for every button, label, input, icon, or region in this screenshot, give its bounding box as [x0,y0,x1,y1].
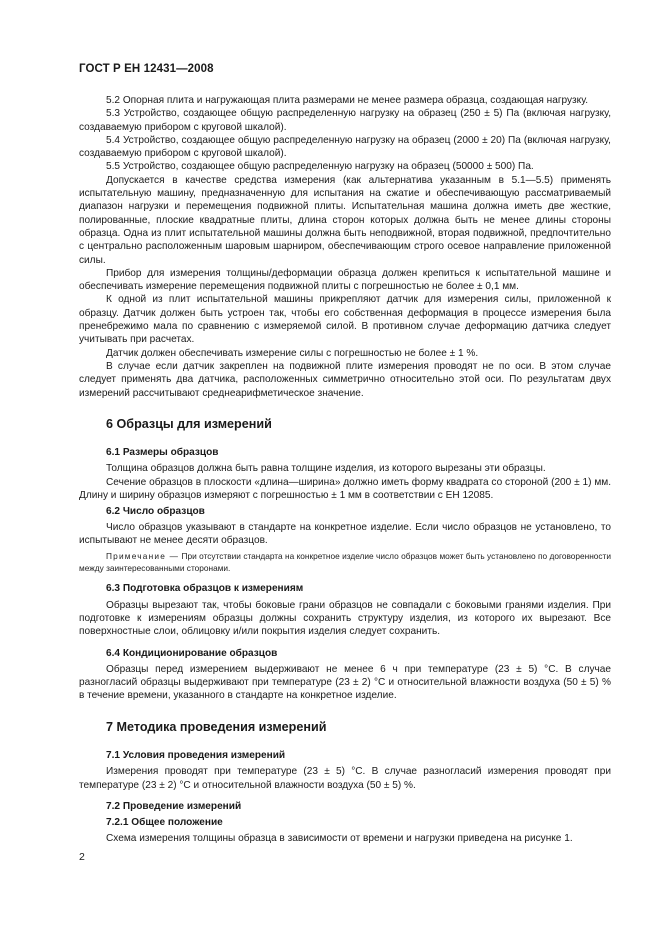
paragraph-thickness-gauge: Прибор для измерения толщины/деформации образца должен крепиться к испытательной машине и обеспечивать измерение перемещения подвижной плиты с погрешностью не более ± 0,1 мм. [79,267,611,293]
paragraph-6-3: Образцы вырезают так, чтобы боковые грани образцов не совпадали с боковыми гранями изделия. При подготовке к измерениям образцы должны сохранить структуру изделия, из которого их вырезают. Все поверхностные слои, облицовку и/или покрытия изделия следует сохранить. [79,599,611,638]
paragraph-6-1-a: Толщина образцов должна быть равна толщине изделия, из которого вырезаны эти образцы. [106,463,546,475]
paragraph-5-3: 5.3 Устройство, создающее общую распределенную нагрузку на образец (250 ± 5) Па (включая нагрузку, создаваемую прибором с круговой шкалой). [79,108,611,133]
section-6-2-title: 6.2 Число образцов [106,506,205,518]
paragraph-5-5: 5.5 Устройство, создающее общую распределенную нагрузку на образец (50000 ± 500) Па. [106,161,534,173]
paragraph-5-2: 5.2 Опорная плита и нагружающая плита размерами не менее размера образца, создающая нагрузку. [106,95,589,106]
section-7-title: 7 Методика проведения измерений [106,719,327,734]
section-6-3-title: 6.3 Подготовка образцов к измерениям [106,583,304,595]
document-header: ГОСТ Р ЕН 12431—2008 [79,63,214,75]
paragraph-7-2-1: Схема измерения толщины образца в зависимости от времени и нагрузки приведена на рисунке 1. [106,832,573,844]
section-7-2-title: 7.2 Проведение измерений [106,800,242,812]
section-6-title: 6 Образцы для измерений [106,416,272,431]
note-6-2 [79,551,611,574]
section-6-1-title: 6.1 Размеры образцов [106,447,219,459]
paragraph-6-1-b: Сечение образцов в плоскости «длина—ширина» должно иметь форму квадрата со стороной (200 ± 1) мм. Длину и ширину образцов измеряют с погрешностью ± 1 мм в соответствии с ЕН 12085. [79,476,611,502]
section-7-1-title: 7.1 Условия проведения измерений [106,750,286,762]
section-6-4-title: 6.4 Кондиционирование образцов [106,647,278,659]
paragraph-test-machine: Допускается в качестве средства измерения (как альтернатива указанным в 5.1—5.5) применять испытательную машину, предназначенную для испытания на сжатие и обеспечивающую рассматриваемый диапазон нагрузки и перемещения подвижной плиты. Испытательная машина должна иметь две жесткие, полированные, плоские квадратные плиты, длина сторон которых должна быть не менее длины стороны образца. Одна из плит испытательной машины должна быть неподвижной, вторая подвижной, предпочтительно с центрально расположенным шаровым шарниром, обеспечивающим строго осевое направление приложенной силы. [79,174,611,266]
paragraph-7-1: Измерения проводят при температуре (23 ± 5) °С. В случае разногласий измерения проводят при температуре (23 ± 2) °С и относительной влажности воздуха (50 ± 5) %. [79,766,611,791]
paragraph-force-sensor: К одной из плит испытательной машины прикрепляют датчик для измерения силы, приложенной к образцу. Датчик должен быть устроен так, чтобы его собственная деформация в процессе измерения была пренебрежимо мала по сравнению с измеряемой силой. В противном случае деформацию датчика следует учитывать при расчетах. [79,294,611,346]
paragraph-two-sensors: В случае если датчик закреплен на подвижной плите измерения проводят не по оси. В этом случае следует применять два датчика, расположенных симметрично относительно этой оси. По результатам двух измерений рассчитывают среднеарифметическое значение. [79,360,611,399]
note-lead: Примечание — [106,551,180,562]
paragraph-6-2: Число образцов указывают в стандарте на конкретное изделие. Если число образцов не установлено, то испытывают не менее десяти образцов. [79,521,611,546]
section-7-2-1-title: 7.2.1 Общее положение [106,817,223,829]
paragraph-sensor-accuracy: Датчик должен обеспечивать измерение силы с погрешностью не более ± 1 %. [106,347,479,359]
page-number: 2 [79,851,85,863]
document-body [79,94,611,845]
note-text: При отсутствии стандарта на конкретное изделие число образцов может быть установлено по договоренности между заинтересованными сторонами. [79,551,611,573]
paragraph-6-4: Образцы перед измерением выдерживают не менее 6 ч при температуре (23 ± 5) °С. В случае разногласий образцы выдерживают при температуре (23 ± 2) °С и относительной влажности воздуха (50 ± 5) % в течение времени, указанного в стандарте на конкретное изделие. [79,663,611,702]
paragraph-5-4: 5.4 Устройство, создающее общую распределенную нагрузку на образец (2000 ± 20) Па (включая нагрузку, создаваемую прибором с круговой шкалой). [79,134,611,160]
